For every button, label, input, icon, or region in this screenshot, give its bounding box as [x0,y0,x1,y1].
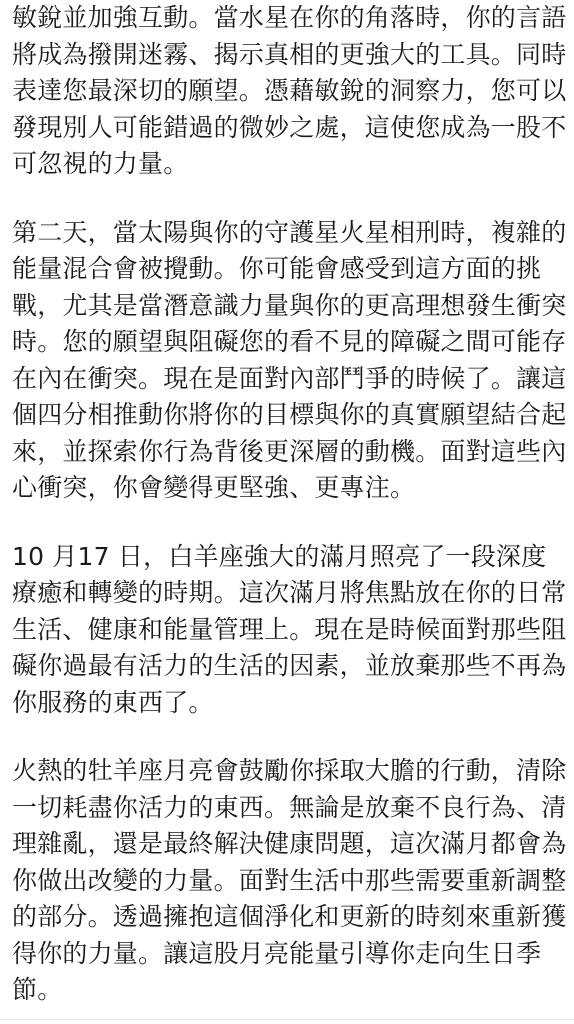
article-paragraph-full-moon: 10 月17 日，白羊座強大的滿月照亮了一段深度療癒和轉變的時期。這次滿月將焦點放在你的日常生活、健康和能量管理上。現在是時候面對那些阻礙你過最有活力的生活的因素，並放棄那些不再為你服務的東西了。 [12,541,567,717]
article-body [12,0,568,1009]
bottom-divider [0,1019,574,1020]
article-paragraph-aries-moon: 火熱的牡羊座月亮會鼓勵你採取大膽的行動，清除一切耗盡你活力的東西。無論是放棄不良行為、清理雜亂，還是最終解決健康問題，這次滿月都會為你做出改變的力量。面對生活中那些需要重新調整的部分。透過擁抱這個淨化和更新的時刻來重新獲得你的力量。讓這股月亮能量引導你走向生日季節。 [12,756,567,1004]
article-paragraph-sun-square-mars: 第二天，當太陽與你的守護星火星相刑時，複雜的能量混合會被攪動。你可能會感受到這方面的挑戰，尤其是當潛意識力量與你的更高理想發生衝突時。您的願望與阻礙您的看不見的障礙之間可能存在內在衝突。現在是面對內部鬥爭的時候了。讓這個四分相推動你將你的目標與你的真實願望結合起來，並探索你行為背後更深層的動機。面對這些內心衝突，你會變得更堅強、更專注。 [12,217,567,502]
article-paragraph-mercury: 敏銳並加強互動。當水星在你的角落時，你的言語將成為撥開迷霧、揭示真相的更強大的工具。同時表達您最深切的願望。憑藉敏銳的洞察力，您可以發現別人可能錯過的微妙之處，這使您成為一股不可忽視的力量。 [12,3,567,178]
